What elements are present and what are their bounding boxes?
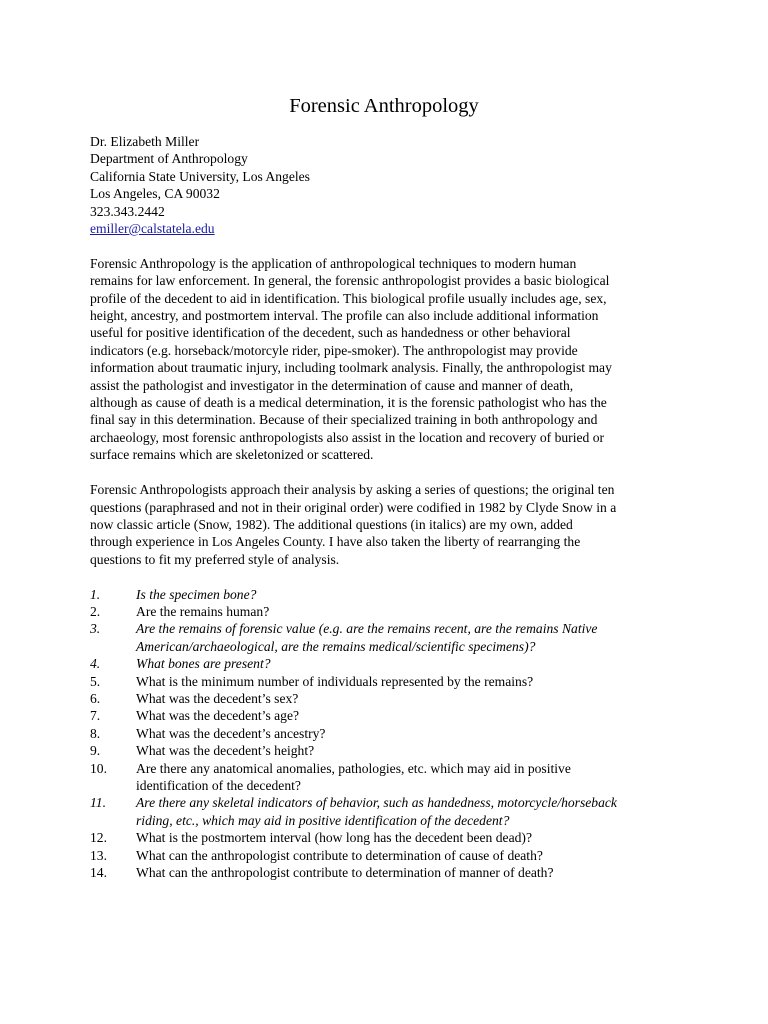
- paragraph-line: useful for positive identification of the decedent, such as handedness or other behavioral: [90, 325, 571, 341]
- question-item: [90, 760, 686, 795]
- question-item: [90, 620, 686, 655]
- question-number: 13.: [90, 847, 107, 863]
- question-text: Are the remains of forensic value (e.g. are the remains recent, are the remains Native: [136, 621, 598, 637]
- author-university: California State University, Los Angeles: [90, 168, 310, 184]
- question-text: American/archaeological, are the remains medical/scientific specimens)?: [136, 638, 536, 654]
- question-text: riding, etc., which may aid in positive identification of the decedent?: [136, 812, 510, 828]
- question-number: 2.: [90, 603, 101, 619]
- question-number: 6.: [90, 690, 101, 706]
- question-item: [90, 847, 686, 864]
- question-text: What bones are present?: [136, 656, 271, 672]
- paragraph-line: information about traumatic injury, including toolmark analysis. Finally, the anthropologist may: [90, 360, 612, 376]
- author-email-link[interactable]: emiller@calstatela.edu: [90, 221, 215, 237]
- question-number: 8.: [90, 725, 101, 741]
- question-number: 9.: [90, 743, 101, 759]
- page-title: Forensic Anthropology: [289, 95, 479, 117]
- document-body: [90, 133, 686, 881]
- questions-list: [90, 586, 686, 882]
- paragraph-line: profile of the decedent to aid in identification. This biological profile usually includes age, sex,: [90, 290, 607, 306]
- question-item: [90, 655, 686, 672]
- question-text: What was the decedent’s age?: [136, 708, 300, 724]
- question-number: 4.: [90, 656, 101, 672]
- questions-intro-paragraph: [90, 481, 686, 568]
- author-city: Los Angeles, CA 90032: [90, 186, 220, 202]
- paragraph-line: surface remains which are skeletonized or scattered.: [90, 447, 374, 463]
- question-number: 5.: [90, 673, 101, 689]
- question-number: 7.: [90, 708, 101, 724]
- question-number: 3.: [90, 621, 101, 637]
- question-number: 11.: [90, 795, 106, 811]
- paragraph-line: height, ancestry, and postmortem interval. The profile can also include additional information: [90, 308, 599, 324]
- question-item: [90, 829, 686, 846]
- paragraph-line: final say in this determination. Because of their specialized training in both anthropology and: [90, 412, 598, 428]
- paragraph-line: although as cause of death is a medical determination, it is the forensic pathologist who has the: [90, 395, 607, 411]
- paragraph-line: through experience in Los Angeles County. I have also taken the liberty of rearranging the: [90, 534, 581, 550]
- paragraph-line: remains for law enforcement. In general, the forensic anthropologist provides a basic biological: [90, 273, 610, 289]
- question-number: 12.: [90, 830, 107, 846]
- question-item: [90, 707, 686, 724]
- question-item: [90, 690, 686, 707]
- question-text: What was the decedent’s height?: [136, 743, 315, 759]
- paragraph-line: archaeology, most forensic anthropologists also assist in the location and recovery of buried or: [90, 429, 605, 445]
- question-number: 10.: [90, 760, 107, 776]
- author-block: [90, 133, 686, 237]
- question-text: What was the decedent’s ancestry?: [136, 725, 326, 741]
- question-text: Are there any anatomical anomalies, pathologies, etc. which may aid in positive: [136, 760, 571, 776]
- paragraph-line: questions (paraphrased and not in their original order) were codified in 1982 by Clyde Snow in a: [90, 499, 617, 515]
- question-text: What can the anthropologist contribute to determination of manner of death?: [136, 865, 554, 881]
- question-item: [90, 742, 686, 759]
- paragraph-line: Forensic Anthropology is the application of anthropological techniques to modern human: [90, 255, 577, 271]
- question-text: Is the specimen bone?: [136, 586, 257, 602]
- question-text: What was the decedent’s sex?: [136, 690, 299, 706]
- question-text: Are there any skeletal indicators of behavior, such as handedness, motorcycle/horseback: [136, 795, 617, 811]
- question-item: [90, 864, 686, 881]
- question-item: [90, 794, 686, 829]
- question-text: What can the anthropologist contribute to determination of cause of death?: [136, 847, 543, 863]
- question-text: Are the remains human?: [136, 603, 270, 619]
- paragraph-line: Forensic Anthropologists approach their analysis by asking a series of questions; the original ten: [90, 482, 615, 498]
- paragraph-line: now classic article (Snow, 1982). The additional questions (in italics) are my own, added: [90, 516, 573, 532]
- question-text: What is the postmortem interval (how long has the decedent been dead)?: [136, 830, 532, 846]
- paragraph-line: questions to fit my preferred style of analysis.: [90, 551, 340, 567]
- question-number: 1.: [90, 586, 101, 602]
- paragraph-line: assist the pathologist and investigator in the determination of cause and manner of death,: [90, 377, 574, 393]
- question-item: [90, 603, 686, 620]
- author-phone: 323.343.2442: [90, 203, 165, 219]
- paragraph-line: indicators (e.g. horseback/motorcyle rider, pipe-smoker). The anthropologist may provide: [90, 342, 578, 358]
- question-text: identification of the decedent?: [136, 777, 301, 793]
- author-name: Dr. Elizabeth Miller: [90, 134, 200, 149]
- question-item: [90, 673, 686, 690]
- question-number: 14.: [90, 865, 107, 881]
- question-item: [90, 725, 686, 742]
- author-department: Department of Anthropology: [90, 151, 248, 167]
- question-item: [90, 586, 686, 603]
- intro-paragraph: [90, 255, 686, 464]
- question-text: What is the minimum number of individuals represented by the remains?: [136, 673, 534, 689]
